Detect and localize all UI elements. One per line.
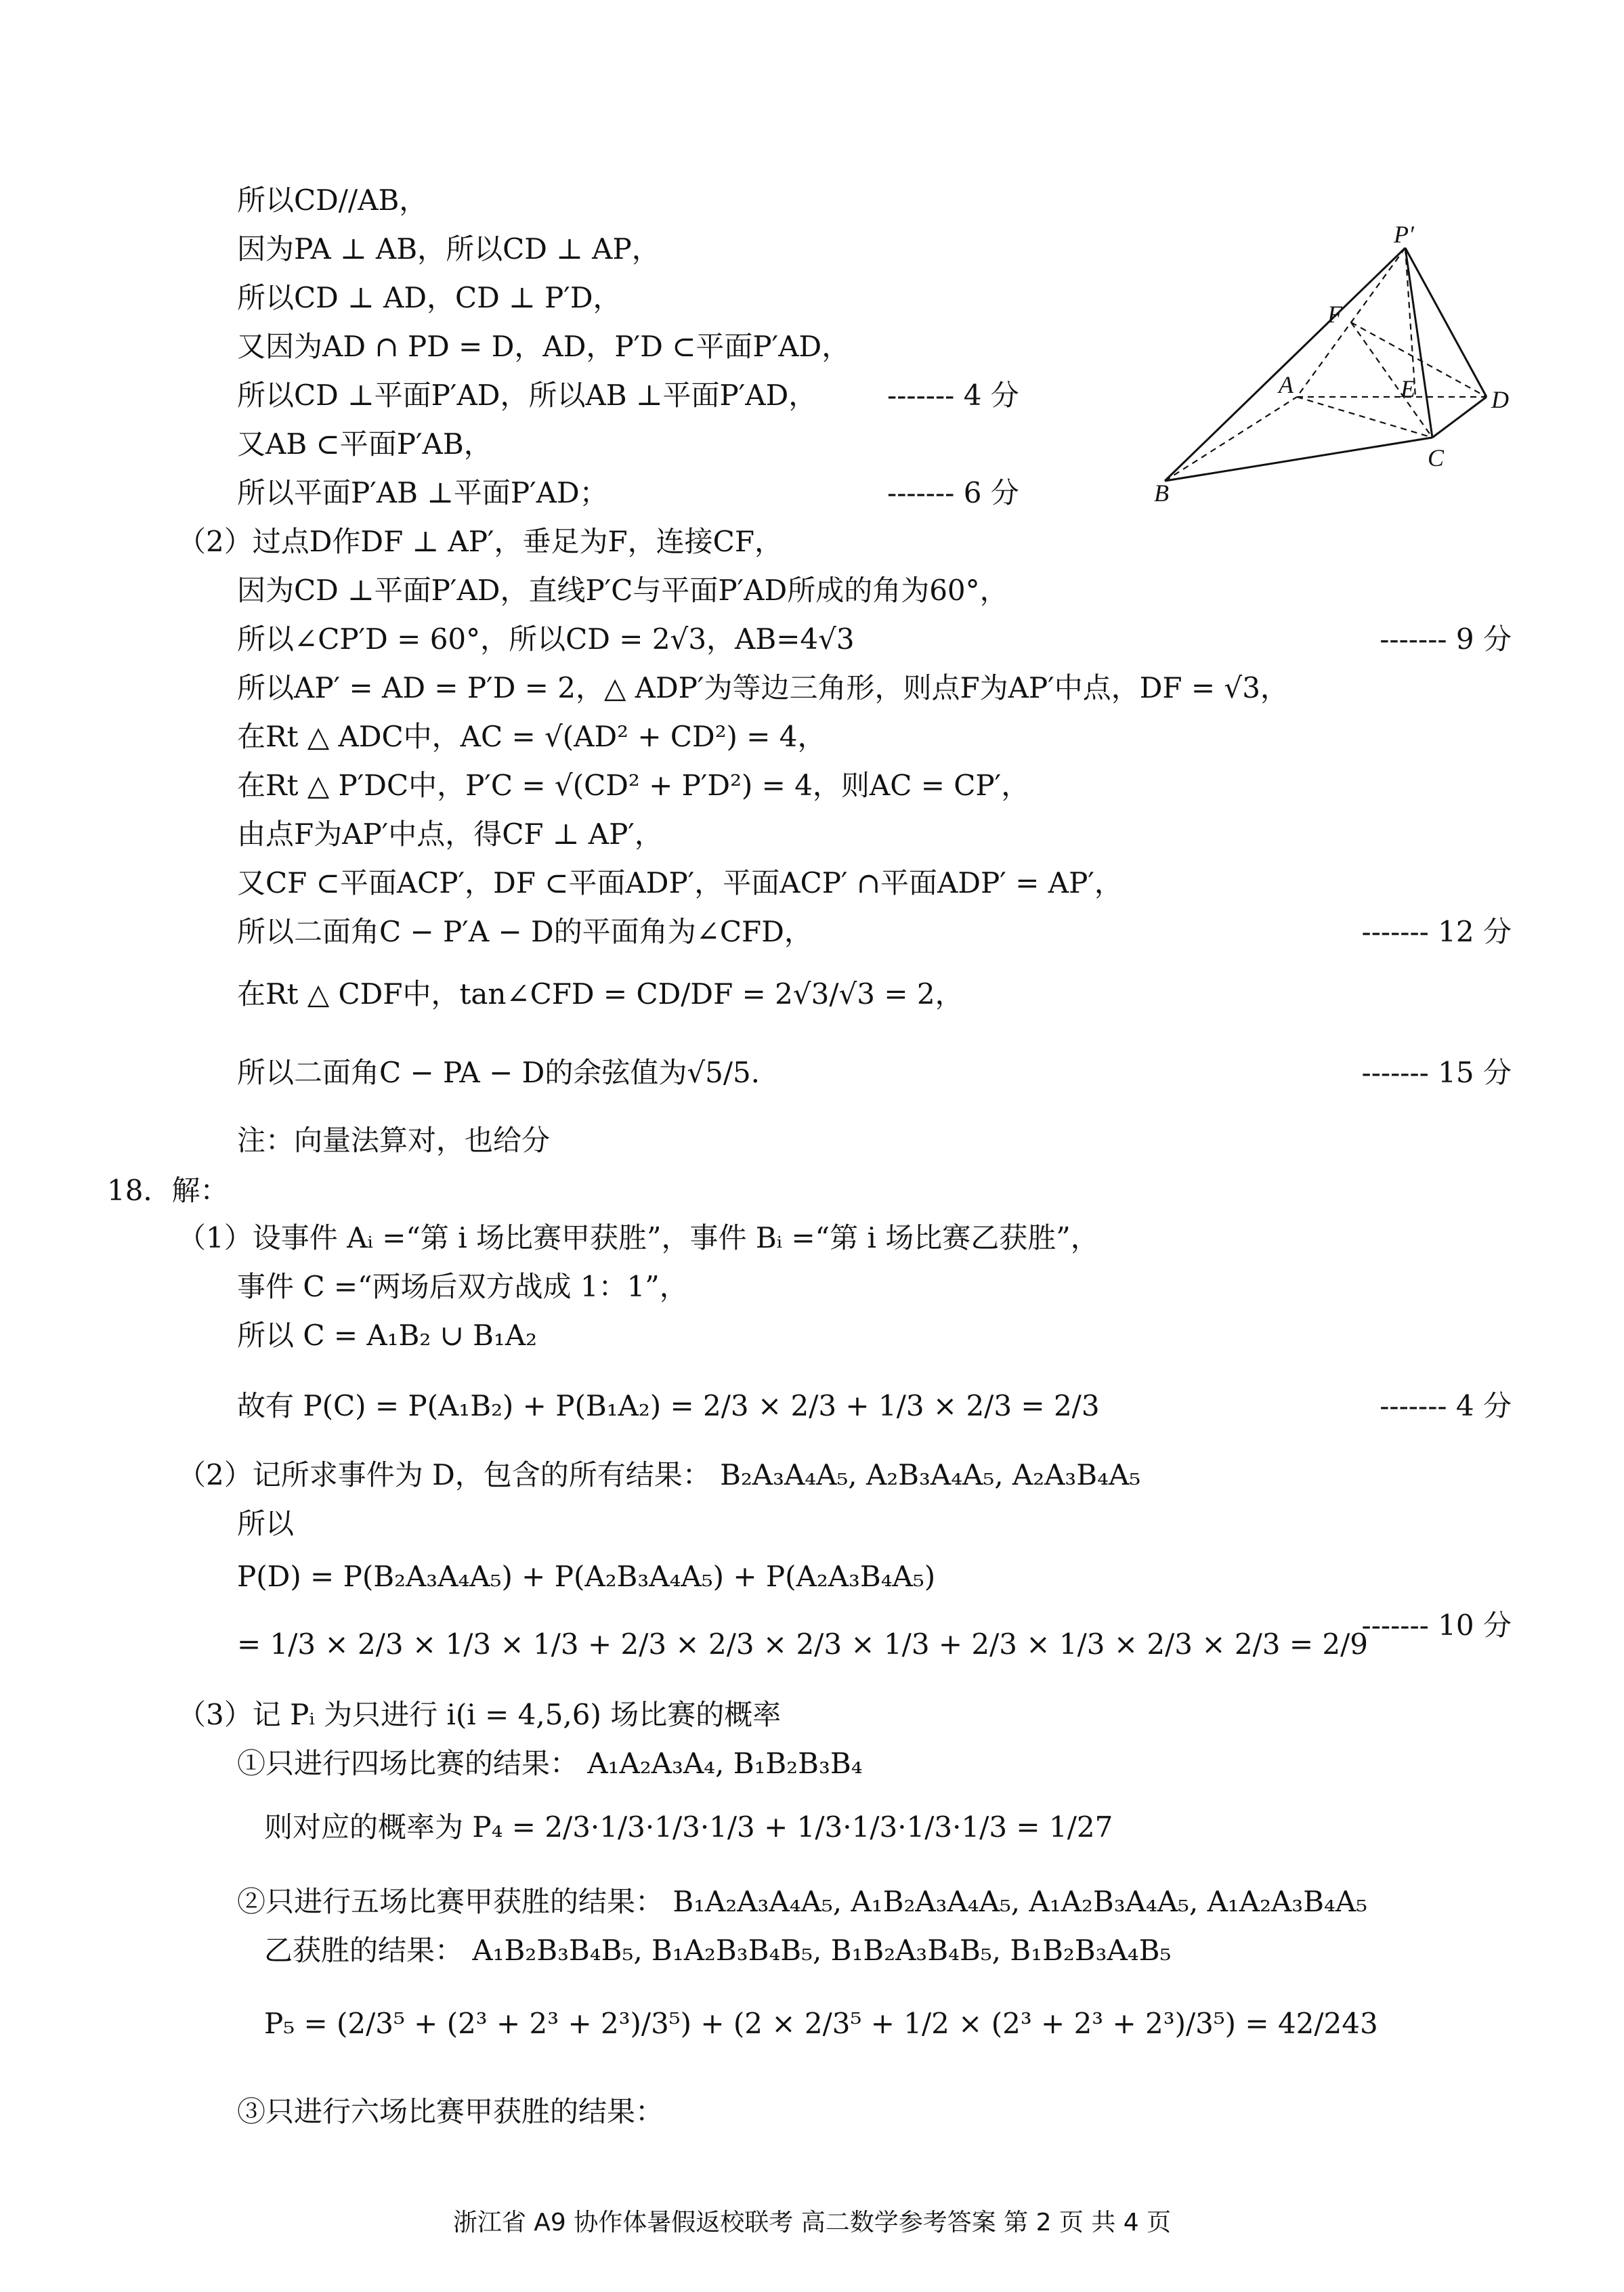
- formula-line: = 1/3 × 2/3 × 1/3 × 1/3 + 2/3 × 2/3 × 2/3 × 1/3 + 2/3 × 1/3 × 2/3 × 2/3 = 2/9: [237, 1628, 1368, 1661]
- label-p: P′: [1394, 224, 1414, 248]
- text-line: ③只进行六场比赛甲获胜的结果：: [237, 2095, 664, 2128]
- page-footer: 浙江省 A9 协作体暑假返校联考 高二数学参考答案 第 2 页 共 4 页: [452, 2209, 1172, 2236]
- text-line: （1）设事件 Aᵢ =“第 i 场比赛甲获胜”，事件 Bᵢ =“第 i 场比赛乙获胜”，: [177, 1221, 1099, 1254]
- formula-line: 则对应的概率为 P₄ = 2/3·1/3·1/3·1/3 + 1/3·1/3·1/3·1/3 = 1/27: [264, 1810, 1113, 1844]
- score-mark: ------- 6 分: [887, 476, 1019, 509]
- text-line: 由点F为AP′中点，得CF ⊥ AP′，: [237, 818, 663, 851]
- text-line: 所以∠CP′D = 60°，所以CD = 2√3，AB=4√3: [237, 622, 855, 656]
- edge-ba: [1165, 397, 1297, 481]
- edge-bc: [1165, 438, 1432, 481]
- score-mark: ------- 12 分: [1361, 915, 1512, 948]
- text-line: ①只进行四场比赛的结果： A₁A₂A₃A₄, B₁B₂B₃B₄: [237, 1747, 863, 1780]
- pyramid-figure: [1145, 224, 1524, 515]
- note-line: 注：向量法算对，也给分: [237, 1124, 551, 1157]
- text-line: ②只进行五场比赛甲获胜的结果： B₁A₂A₃A₄A₅, A₁B₂A₃A₄A₅, A₁A₂B₃A₄A₅, A₁A₂A₃B₄A₅: [237, 1885, 1367, 1918]
- text-line: 所以二面角C − PA − D的余弦值为√5/5.: [237, 1056, 761, 1089]
- label-b: B: [1154, 480, 1169, 507]
- edge-pb: [1165, 248, 1405, 481]
- formula-line: P₅ = (2/3⁵ + (2³ + 2³ + 2³)/3⁵) + (2 × 2/3⁵ + 1/2 × (2³ + 2³ + 2³)/3⁵) = 42/243: [264, 2007, 1378, 2040]
- text-line: 所以二面角C − P′A − D的平面角为∠CFD，: [237, 915, 813, 948]
- text-line: 所以: [237, 1507, 295, 1540]
- text-line: 所以AP′ = AD = P′D = 2，△ ADP′为等边三角形，则点F为AP′中点，DF = √3，: [237, 671, 1289, 704]
- text-line: 因为PA ⊥ AB，所以CD ⊥ AP，: [237, 232, 660, 266]
- text-line: 乙获胜的结果： A₁B₂B₃B₄B₅, B₁A₂B₃B₄B₅, B₁B₂A₃B₄B₅, B₁B₂B₃A₄B₅: [264, 1934, 1172, 1967]
- text-line: 在Rt △ CDF中，tan∠CFD = CD/DF = 2√3/√3 = 2，: [237, 977, 964, 1011]
- formula-line: P(D) = P(B₂A₃A₄A₅) + P(A₂B₃A₄A₅) + P(A₂A₃B₄A₅): [237, 1560, 936, 1593]
- question-heading: 18．解：: [107, 1174, 229, 1207]
- text-line: 所以 C = A₁B₂ ∪ B₁A₂: [237, 1319, 538, 1352]
- label-a: A: [1279, 371, 1294, 398]
- edge-cd: [1432, 397, 1487, 438]
- text-line: （2）过点D作DF ⊥ AP′，垂足为F，连接CF，: [177, 525, 783, 558]
- text-line: （2）记所求事件为 D，包含的所有结果： B₂A₃A₄A₅, A₂B₃A₄A₅, A₂A₃B₄A₅: [177, 1458, 1141, 1491]
- text-line: 事件 C =“两场后双方战成 1：1”，: [237, 1270, 688, 1303]
- score-mark: ------- 4 分: [887, 379, 1019, 412]
- label-c: C: [1428, 444, 1445, 471]
- label-e: E: [1401, 375, 1415, 402]
- text-line: 因为CD ⊥平面P′AD，直线P′C与平面P′AD所成的角为60°，: [237, 574, 1008, 607]
- text-line: 又因为AD ∩ PD = D，AD，P′D ⊂平面P′AD，: [237, 330, 851, 363]
- formula-line: 故有 P(C) = P(A₁B₂) + P(B₁A₂) = 2/3 × 2/3 + 1/3 × 2/3 = 2/3: [237, 1389, 1100, 1422]
- text-line: 在Rt △ ADC中，AC = √(AD² + CD²) = 4，: [237, 720, 826, 753]
- text-line: （3）记 Pᵢ 为只进行 i(i = 4,5,6) 场比赛的概率: [177, 1698, 782, 1731]
- score-mark: ------- 15 分: [1361, 1056, 1512, 1089]
- text-line: 所以平面P′AB ⊥平面P′AD；: [237, 476, 608, 509]
- score-mark: ------- 10 分: [1361, 1609, 1512, 1642]
- text-line: 所以CD ⊥平面P′AD，所以AB ⊥平面P′AD，: [237, 379, 817, 412]
- score-mark: ------- 9 分: [1380, 622, 1512, 656]
- label-d: D: [1491, 386, 1509, 413]
- text-line: 又AB ⊂平面P′AB，: [237, 427, 492, 461]
- text-line: 在Rt △ P′DC中，P′C = √(CD² + P′D²) = 4，则AC = CP′，: [237, 769, 1030, 802]
- edge-pd: [1405, 248, 1487, 397]
- edge-pc: [1405, 248, 1432, 438]
- label-f: F: [1327, 301, 1342, 328]
- score-mark: ------- 4 分: [1380, 1389, 1512, 1422]
- text-line: 所以CD//AB，: [237, 184, 428, 217]
- edge-pe: [1405, 248, 1415, 397]
- text-line: 又CF ⊂平面ACP′，DF ⊂平面ADP′，平面ACP′ ∩平面ADP′ = AP′，: [237, 866, 1123, 899]
- edge-ac: [1297, 397, 1432, 438]
- text-line: 所以CD ⊥ AD，CD ⊥ P′D，: [237, 281, 622, 314]
- edge-fc: [1351, 322, 1432, 438]
